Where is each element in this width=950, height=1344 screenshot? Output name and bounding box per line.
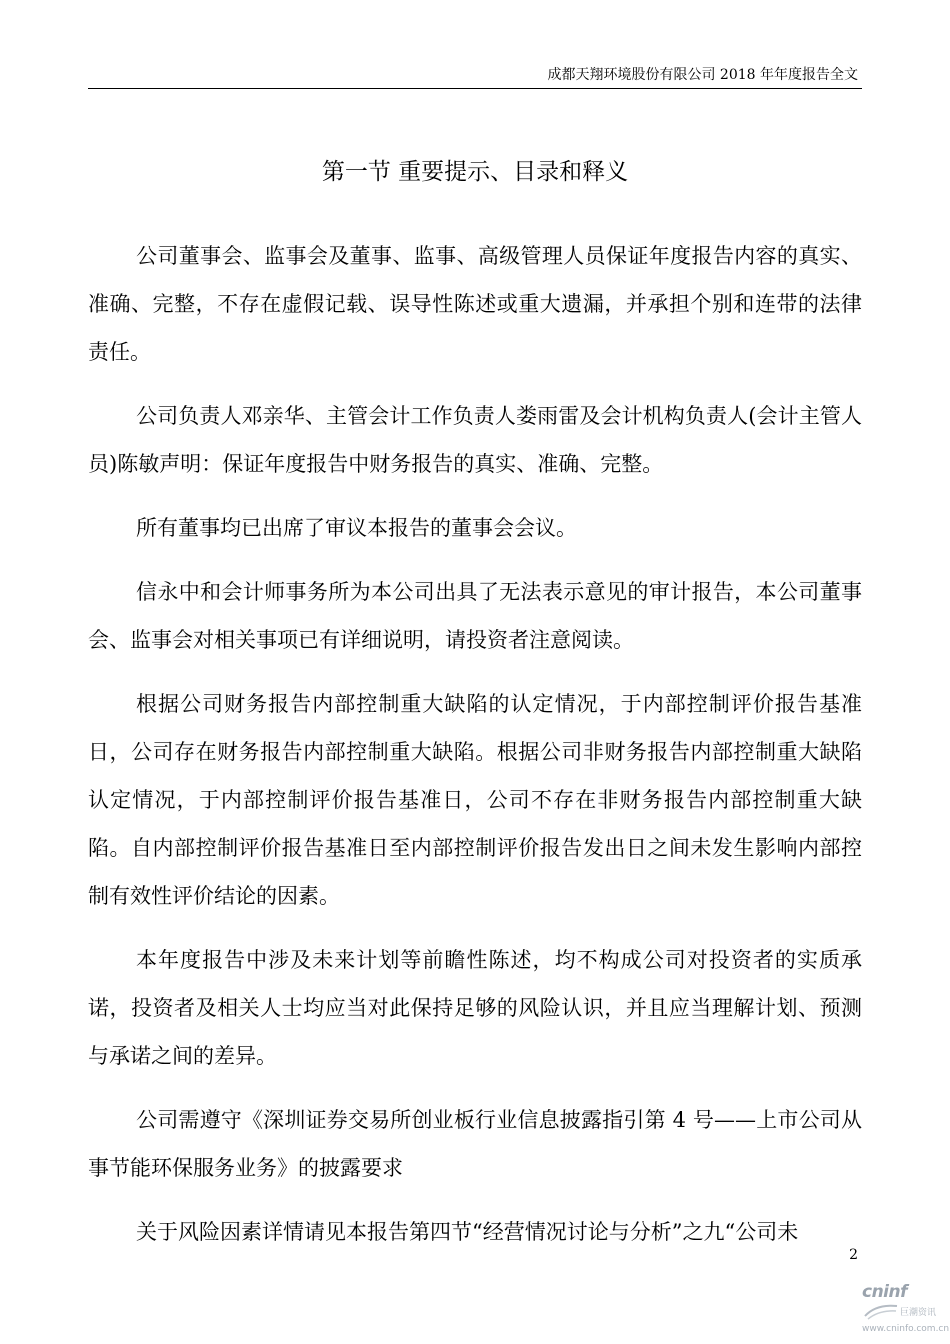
paragraph-disclosure-guideline: 公司需遵守《深圳证券交易所创业板行业信息披露指引第 4 号——上市公司从事节能环保服务业务》的披露要求 [88,1108,862,1180]
swoosh-icon [864,1302,898,1320]
section-title: 第一节 重要提示、目录和释义 [321,159,629,185]
watermark-chinese-name: 巨潮资讯 [900,1308,937,1318]
page-number: 2 [849,1247,858,1263]
paragraph-forward-looking: 本年度报告中涉及未来计划等前瞻性陈述，均不构成公司对投资者的实质承诺，投资者及相关人士均应当对此保持足够的风险认识，并且应当理解计划、预测与承诺之间的差异。 [88,948,862,1068]
paragraph-internal-control: 根据公司财务报告内部控制重大缺陷的认定情况，于内部控制评价报告基准日，公司存在财务报告内部控制重大缺陷。根据公司非财务报告内部控制重大缺陷认定情况，于内部控制评价报告基准日，公司不存在非财务报告内部控制重大缺陷。自内部控制评价报告基准日至内部控制评价报告发出日之间未发生影响内部控制有效性评价结论的因素。 [88,692,862,908]
watermark-brand-text: cninf [862,1282,908,1302]
watermark-url: www.cninfo.com.cn [862,1324,950,1334]
header-divider [88,88,862,89]
body-text [88,232,862,1272]
paragraph-board-guarantee: 公司董事会、监事会及董事、监事、高级管理人员保证年度报告内容的真实、准确、完整，不存在虚假记载、误导性陈述或重大遗漏，并承担个别和连带的法律责任。 [88,244,862,364]
report-header-title: 成都天翔环境股份有限公司 2018 年年度报告全文 [547,67,858,83]
paragraph-audit-opinion: 信永中和会计师事务所为本公司出具了无法表示意见的审计报告，本公司董事会、监事会对相关事项已有详细说明，请投资者注意阅读。 [88,580,862,652]
cninfo-watermark-logo [862,1278,948,1340]
paragraph-directors-attendance: 所有董事均已出席了审议本报告的董事会会议。 [136,516,577,540]
paragraph-risk-factors: 关于风险因素详情请见本报告第四节“经营情况讨论与分析”之九“公司未 [136,1220,799,1244]
paragraph-responsible-persons: 公司负责人邓亲华、主管会计工作负责人娄雨雷及会计机构负责人(会计主管人员)陈敏声明：保证年度报告中财务报告的真实、准确、完整。 [88,404,862,476]
